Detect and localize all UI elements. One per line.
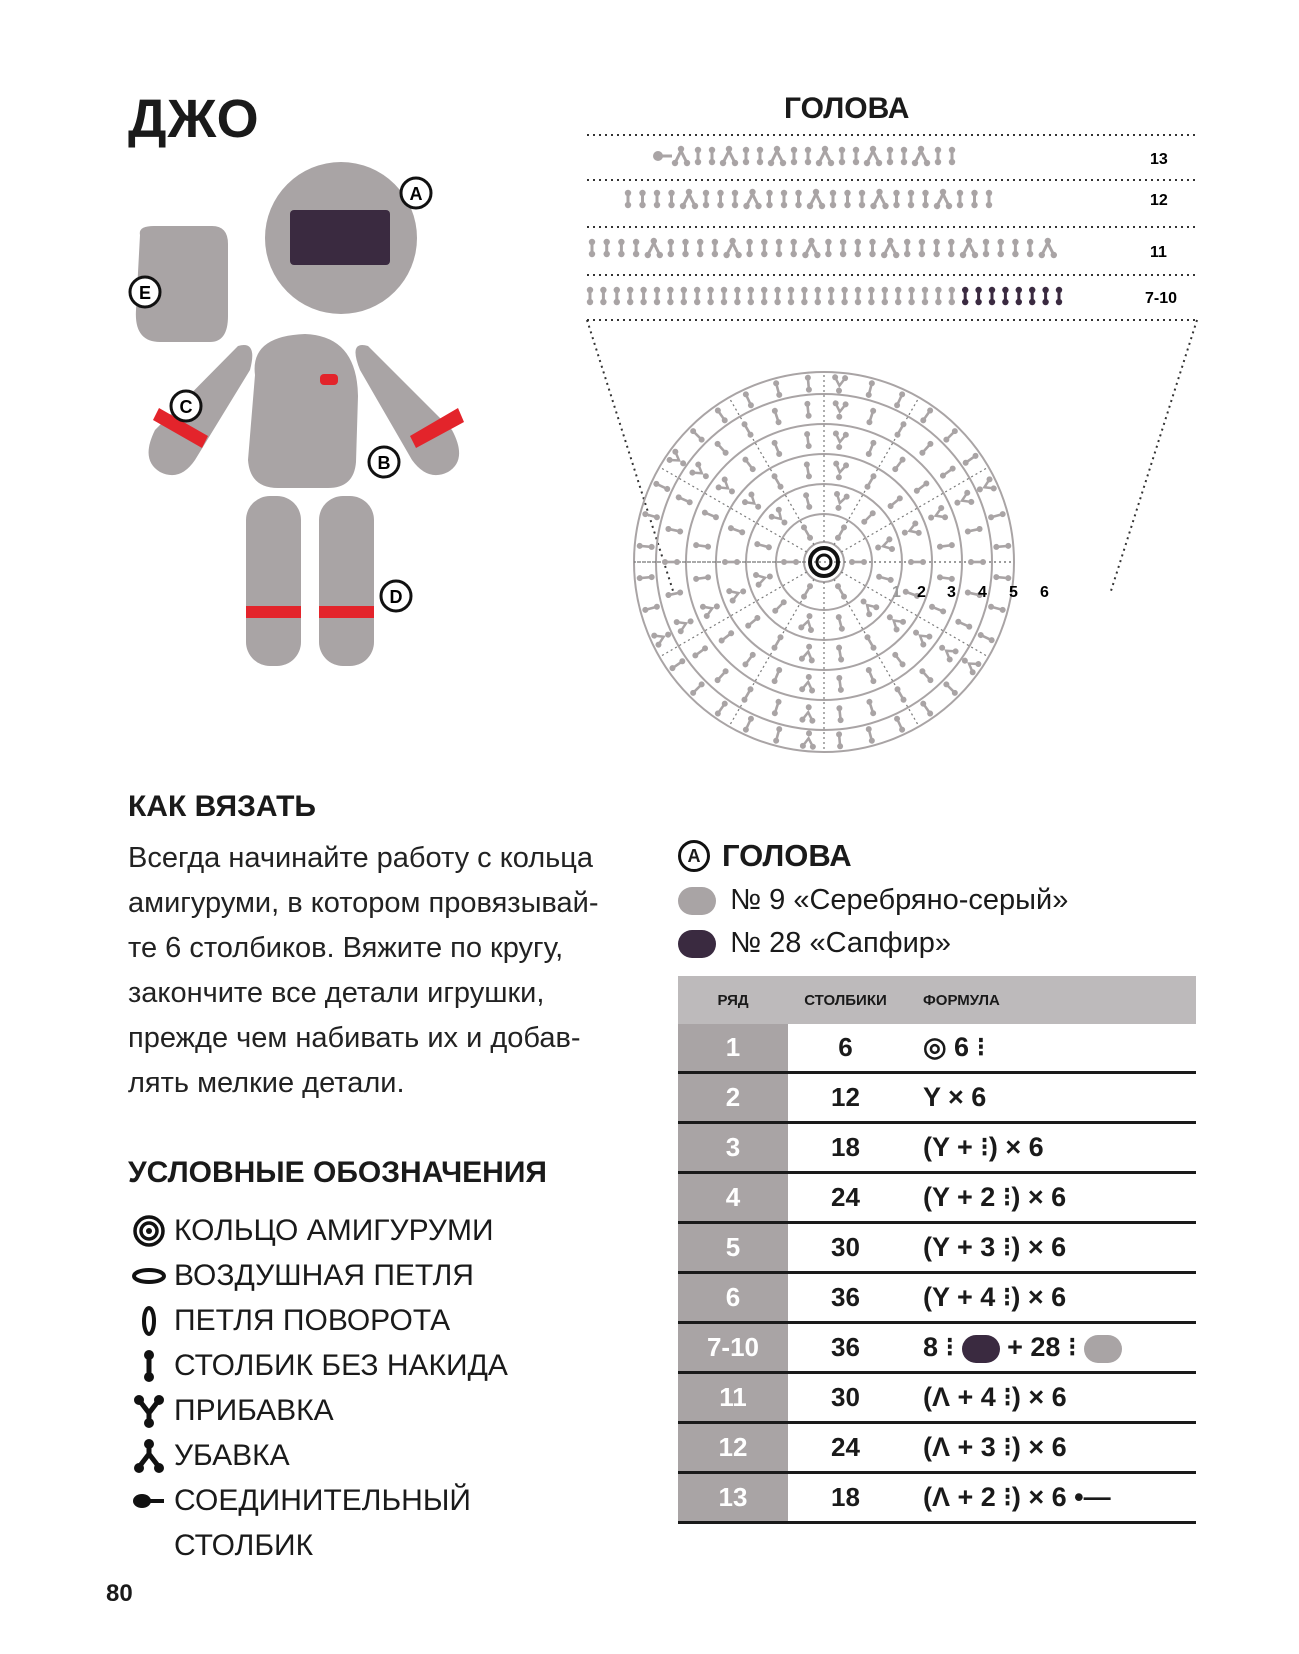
row-number: 1 bbox=[678, 1024, 788, 1073]
formula bbox=[903, 1323, 1196, 1373]
legend-label: УБАВКА bbox=[174, 1438, 290, 1472]
legend-label: ВОЗДУШНАЯ ПЕТЛЯ bbox=[174, 1258, 474, 1292]
row-number: 3 bbox=[678, 1123, 788, 1173]
table-row bbox=[678, 1223, 1196, 1273]
formula: (Λ + 2 ⁝) × 6 •— bbox=[903, 1473, 1196, 1523]
formula-part-a: 8 ⁝ bbox=[923, 1332, 955, 1362]
figure-right-leg bbox=[319, 496, 374, 666]
legend-item bbox=[128, 1388, 508, 1433]
table-row bbox=[678, 1073, 1196, 1123]
round-label-6: 6 bbox=[1040, 584, 1049, 601]
row-11-stitches bbox=[589, 238, 1057, 258]
increase-icon bbox=[128, 1393, 170, 1429]
table-row bbox=[678, 1173, 1196, 1223]
table-row bbox=[678, 1123, 1196, 1173]
formula: (Λ + 3 ⁝) × 6 bbox=[903, 1423, 1196, 1473]
round-label-5: 5 bbox=[1009, 584, 1018, 601]
yarn-swatch-silver bbox=[678, 887, 716, 915]
stitch-count: 24 bbox=[788, 1173, 903, 1223]
header-formula: ФОРМУЛА bbox=[903, 976, 1196, 1024]
section-heading bbox=[678, 838, 852, 874]
yarn-label: № 28 «Сапфир» bbox=[730, 927, 952, 959]
silver-swatch-icon bbox=[1084, 1335, 1122, 1363]
marker-a bbox=[401, 178, 431, 208]
svg-text:D: D bbox=[389, 587, 403, 607]
row-7-10-stitches bbox=[587, 287, 1062, 305]
figure-body bbox=[248, 334, 358, 488]
row-label-11: 11 bbox=[1150, 244, 1167, 261]
formula: ◎ 6 ⁝ bbox=[903, 1024, 1196, 1073]
page-number: 80 bbox=[106, 1580, 133, 1607]
row-label-7-10: 7-10 bbox=[1145, 290, 1178, 307]
figure-badge bbox=[320, 374, 338, 385]
legend-item bbox=[128, 1253, 508, 1298]
head-chart-title: ГОЛОВА bbox=[784, 92, 910, 125]
table-row bbox=[678, 1024, 1196, 1073]
marker-b bbox=[369, 447, 399, 477]
stitch-count: 18 bbox=[788, 1123, 903, 1173]
row-number: 13 bbox=[678, 1473, 788, 1523]
round-label-3: 3 bbox=[947, 584, 956, 601]
table-row bbox=[678, 1323, 1196, 1373]
stitch-count: 30 bbox=[788, 1373, 903, 1423]
howto-text: Всегда начинайте работу с кольца амигуруми, в котором провязывай- те 6 столбиков. Вяжите по кругу, закончите все детали игрушки, прежде чем набивать их и добав- лять мелкие детали. bbox=[128, 842, 599, 1099]
stitch-count: 36 bbox=[788, 1323, 903, 1373]
head-crochet-chart bbox=[580, 120, 1220, 810]
formula: (Λ + 4 ⁝) × 6 bbox=[903, 1373, 1196, 1423]
pattern-table bbox=[678, 976, 1196, 1524]
row-13-stitches bbox=[653, 146, 955, 166]
svg-text:E: E bbox=[138, 283, 152, 303]
row-number: 5 bbox=[678, 1223, 788, 1273]
legend-item bbox=[128, 1208, 508, 1253]
stitch-count: 18 bbox=[788, 1473, 903, 1523]
legend-list bbox=[128, 1208, 508, 1568]
svg-text:C: C bbox=[179, 397, 193, 417]
legend-item bbox=[128, 1343, 508, 1388]
stitch-count: 30 bbox=[788, 1223, 903, 1273]
row-number: 4 bbox=[678, 1173, 788, 1223]
legend-item bbox=[128, 1433, 508, 1478]
legend-label: ПРИБАВКА bbox=[174, 1393, 334, 1427]
round-label-2: 2 bbox=[917, 584, 926, 601]
row-number: 6 bbox=[678, 1273, 788, 1323]
svg-text:A: A bbox=[409, 184, 423, 204]
decrease-icon bbox=[128, 1438, 170, 1474]
section-title: ГОЛОВА bbox=[722, 838, 852, 873]
stitch-count: 6 bbox=[788, 1024, 903, 1073]
amigurumi-ring-icon bbox=[128, 1214, 170, 1248]
yarn-item bbox=[678, 927, 951, 960]
table-row bbox=[678, 1423, 1196, 1473]
row-number: 7-10 bbox=[678, 1323, 788, 1373]
table-row bbox=[678, 1373, 1196, 1423]
svg-text:B: B bbox=[377, 453, 391, 473]
figure-left-leg-stripe bbox=[246, 606, 301, 618]
row-label-13: 13 bbox=[1150, 151, 1168, 168]
legend-label: СТОЛБИК БЕЗ НАКИДА bbox=[174, 1348, 508, 1382]
stitch-count: 36 bbox=[788, 1273, 903, 1323]
formula: (Y + 4 ⁝) × 6 bbox=[903, 1273, 1196, 1323]
sapphire-swatch-icon bbox=[962, 1335, 1000, 1363]
table-header-row bbox=[678, 976, 1196, 1024]
row-number: 12 bbox=[678, 1423, 788, 1473]
figure-left-leg bbox=[246, 496, 301, 666]
section-letter-marker: A bbox=[678, 840, 710, 872]
row-number: 2 bbox=[678, 1073, 788, 1123]
single-crochet-icon bbox=[128, 1348, 170, 1384]
row-labels bbox=[1145, 151, 1177, 307]
legend-label-continued: СТОЛБИК bbox=[174, 1529, 314, 1562]
stitch-count: 12 bbox=[788, 1073, 903, 1123]
yarn-swatch-sapphire bbox=[678, 930, 716, 958]
howto-heading: КАК ВЯЗАТЬ bbox=[128, 790, 316, 823]
round-label-4: 4 bbox=[978, 584, 987, 601]
turning-chain-icon bbox=[128, 1304, 170, 1338]
round-label-1: 1 bbox=[892, 584, 901, 601]
legend-label: СОЕДИНИТЕЛЬНЫЙ bbox=[174, 1483, 471, 1517]
yarn-item bbox=[678, 884, 1068, 917]
row-label-12: 12 bbox=[1150, 192, 1168, 209]
legend-heading: УСЛОВНЫЕ ОБОЗНАЧЕНИЯ bbox=[128, 1156, 547, 1189]
slip-stitch-icon bbox=[128, 1491, 170, 1511]
page-title: ДЖО bbox=[128, 89, 260, 149]
round-chart bbox=[634, 372, 1014, 752]
legend-label: ПЕТЛЯ ПОВОРОТА bbox=[174, 1303, 451, 1337]
formula: (Y + 3 ⁝) × 6 bbox=[903, 1223, 1196, 1273]
marker-c bbox=[171, 391, 201, 421]
formula: Y × 6 bbox=[903, 1073, 1196, 1123]
header-row: РЯД bbox=[678, 976, 788, 1024]
toy-figure-illustration bbox=[120, 160, 490, 720]
row-number: 11 bbox=[678, 1373, 788, 1423]
legend-item bbox=[128, 1298, 508, 1343]
stitch-count: 24 bbox=[788, 1423, 903, 1473]
header-stitches: СТОЛБИКИ bbox=[788, 976, 903, 1024]
marker-d bbox=[381, 581, 411, 611]
row-12-stitches bbox=[625, 189, 992, 209]
figure-right-leg-stripe bbox=[319, 606, 374, 618]
marker-e bbox=[130, 277, 160, 307]
legend-item bbox=[128, 1478, 508, 1523]
figure-visor bbox=[290, 210, 390, 265]
legend-label: КОЛЬЦО АМИГУРУМИ bbox=[174, 1213, 494, 1247]
chain-stitch-icon bbox=[128, 1266, 170, 1286]
table-row bbox=[678, 1273, 1196, 1323]
table-row bbox=[678, 1473, 1196, 1523]
formula: (Y + ⁝) × 6 bbox=[903, 1123, 1196, 1173]
yarn-label: № 9 «Серебряно-серый» bbox=[730, 884, 1069, 916]
formula-part-b: + 28 ⁝ bbox=[1007, 1332, 1077, 1362]
formula: (Y + 2 ⁝) × 6 bbox=[903, 1173, 1196, 1223]
row-stitches bbox=[587, 146, 1062, 305]
